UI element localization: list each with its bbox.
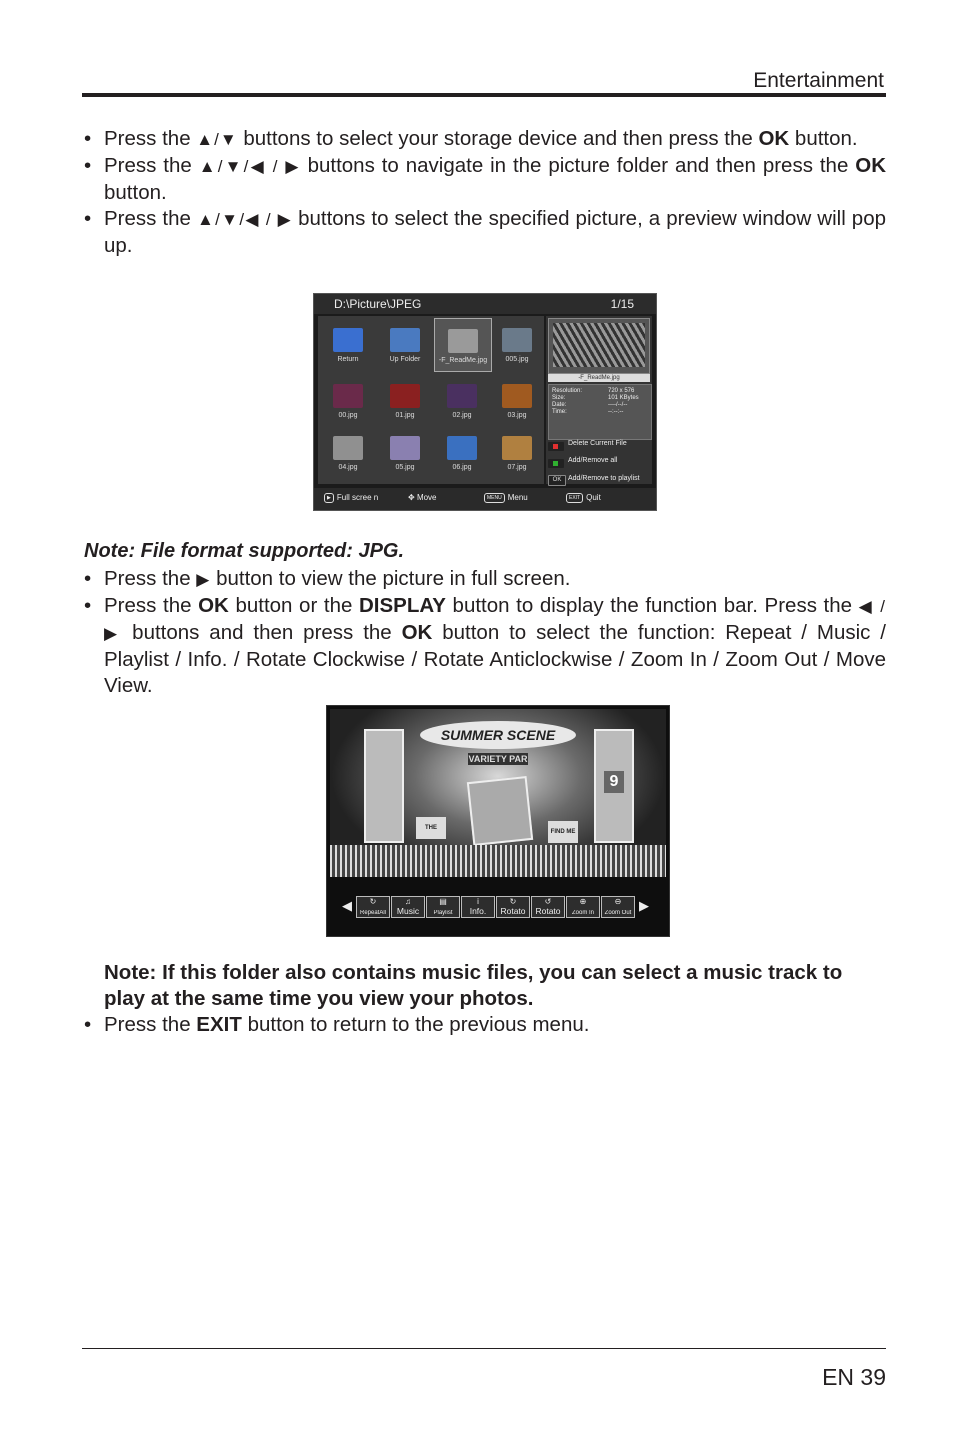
exit-bullet-list [82, 1012, 886, 1038]
image-thumbnail [447, 384, 477, 408]
center-cube [467, 776, 533, 846]
poster-number: 9 [604, 771, 624, 793]
image-thumbnail [502, 436, 532, 460]
tile-image[interactable]: 03.jpg [489, 374, 545, 426]
browser-hint-bar [314, 488, 656, 510]
folder-path: D:\Picture\JPEG [334, 297, 422, 311]
image-thumbnail [390, 384, 420, 408]
repeat-icon: ↻ [369, 897, 377, 906]
four-way-arrows-icon: ▲/▼/◀ / ▶ [198, 157, 301, 176]
picture-browser-screenshot [313, 293, 657, 511]
file-info-box: Resolution: 720 x 576 Size: 101 KBytes Date: ----/--/-- Time: --:--:-- [548, 384, 652, 440]
zoom-in-icon: ⊕ [579, 897, 587, 906]
folder-icon [390, 328, 420, 352]
tile-image[interactable]: 005.jpg [489, 318, 545, 370]
preview-image [553, 323, 645, 367]
quit-hint: EXIT Quit [566, 493, 601, 503]
tile-image[interactable]: 06.jpg [434, 426, 490, 478]
preview-panel [546, 316, 652, 484]
return-icon [333, 328, 363, 352]
note-file-format: Note: File format supported: JPG. [84, 540, 405, 562]
footer-rule [82, 1348, 886, 1349]
add-remove-playlist-action[interactable]: OK Add/Remove to playlist [548, 473, 652, 486]
intro-bullet-list [82, 126, 886, 259]
tile-image[interactable]: 05.jpg [377, 426, 433, 478]
tile-image[interactable]: 07.jpg [489, 426, 545, 478]
mid-bullet-list [82, 566, 886, 699]
bullet-exit: • Press the EXIT button to return to the previous menu. [82, 1012, 886, 1038]
image-thumbnail [448, 329, 478, 353]
play-key-icon: ▶ [324, 493, 334, 503]
tile-image[interactable]: 04.jpg [320, 426, 376, 478]
rotate-clockwise-icon: ↻ [509, 897, 517, 906]
photo-badge-find: FIND ME [548, 821, 578, 843]
ok-key-icon: OK [548, 475, 566, 486]
photo-stage-image [330, 709, 666, 877]
left-poster [364, 729, 404, 843]
info-button[interactable]: i Info. [461, 896, 495, 918]
playlist-icon: ▤ [439, 897, 447, 906]
move-hint: ✥ Move [408, 493, 437, 502]
bullet-select-storage: • Press the ▲/▼ buttons to select your storage device and then press the OK button. [82, 126, 886, 153]
image-thumbnail [333, 384, 363, 408]
right-poster [594, 729, 634, 843]
image-thumbnail [502, 384, 532, 408]
left-right-arrows-icon: ◀ / ▶ [104, 597, 886, 643]
tile-selected-image[interactable]: -F_ReadMe.jpg [434, 318, 492, 372]
up-down-arrows-icon: ▲/▼ [196, 130, 238, 149]
info-icon: i [477, 897, 479, 906]
tile-image[interactable]: 00.jpg [320, 374, 376, 426]
function-bar [327, 896, 669, 918]
page-counter: 1/15 [610, 297, 634, 311]
bullet-select-picture: • Press the ▲/▼/◀ / ▶ buttons to select the specified picture, a preview window will pop up. [82, 206, 886, 259]
tile-return[interactable]: Return [320, 318, 376, 370]
image-thumbnail [390, 436, 420, 460]
playlist-button[interactable]: ▤ Playlist [426, 896, 460, 918]
tile-up-folder[interactable]: Up Folder [377, 318, 433, 370]
green-key-icon [548, 459, 564, 468]
page-number: EN 39 [822, 1364, 886, 1390]
repeat-button[interactable]: ↻ RepeatAll [356, 896, 390, 918]
zoom-out-button[interactable]: ⊖ Zoom Out [601, 896, 635, 918]
right-arrow-icon: ▶ [196, 570, 211, 589]
crowd-silhouettes [330, 845, 666, 877]
image-thumbnail [502, 328, 532, 352]
header-rule [82, 93, 886, 97]
browser-title-bar [314, 294, 656, 314]
zoom-out-icon: ⊖ [614, 897, 622, 906]
tile-image[interactable]: 02.jpg [434, 374, 490, 426]
music-button[interactable]: ♫ Music [391, 896, 425, 918]
four-way-arrows-icon: ▲/▼/◀ / ▶ [196, 210, 293, 229]
preview-filename: -F_ReadMe.jpg [548, 374, 650, 382]
rotate-clockwise-button[interactable]: ↻ Rotato [496, 896, 530, 918]
bullet-full-screen: • Press the ▶ button to view the picture in full screen. [82, 566, 886, 593]
rotate-anticlockwise-icon: ↺ [544, 897, 552, 906]
note-music-files: Note: If this folder also contains music files, you can select a music track to play at the same time you view your photos. [104, 961, 843, 1010]
photo-subtitle: VARIETY PAR [468, 754, 528, 764]
tile-image[interactable]: 01.jpg [377, 374, 433, 426]
delete-current-file-action[interactable]: Delete Current File [548, 440, 652, 453]
function-bar-left-arrow-icon[interactable]: ◀ [342, 898, 352, 913]
full-screen-hint: ▶ Full scree n [324, 493, 378, 503]
red-key-icon [548, 442, 564, 451]
rotate-anticlockwise-button[interactable]: ↺ Rotato [531, 896, 565, 918]
bullet-function-bar: • Press the OK button or the DISPLAY button to display the function bar. Press the ◀ / ▶ buttons and then press the OK button to select the function: Repeat / Music / Playlist / Info. / Rotate Clockwise / Rotate Anticlockwise / Zoom In / Zoom Out / Move View. [82, 593, 886, 699]
photo-banner: SUMMER SCENE [420, 721, 576, 749]
image-thumbnail [447, 436, 477, 460]
fullscreen-viewer-screenshot [326, 705, 670, 937]
zoom-in-button[interactable]: ⊕ Zoom In [566, 896, 600, 918]
function-bar-right-arrow-icon[interactable]: ▶ [639, 898, 649, 913]
menu-hint: MENU Menu [484, 493, 528, 503]
bullet-navigate-folder: • Press the ▲/▼/◀ / ▶ buttons to navigate in the picture folder and then press the OK button. [82, 153, 886, 206]
photo-badge-store: THE [416, 817, 446, 839]
music-note-icon: ♫ [405, 897, 411, 906]
dpad-icon: ✥ [408, 493, 417, 502]
thumbnail-grid [318, 316, 544, 484]
add-remove-all-action[interactable]: Add/Remove all [548, 457, 652, 470]
page-header-title: Entertainment [753, 69, 884, 92]
image-thumbnail [333, 436, 363, 460]
preview-window [548, 318, 650, 374]
